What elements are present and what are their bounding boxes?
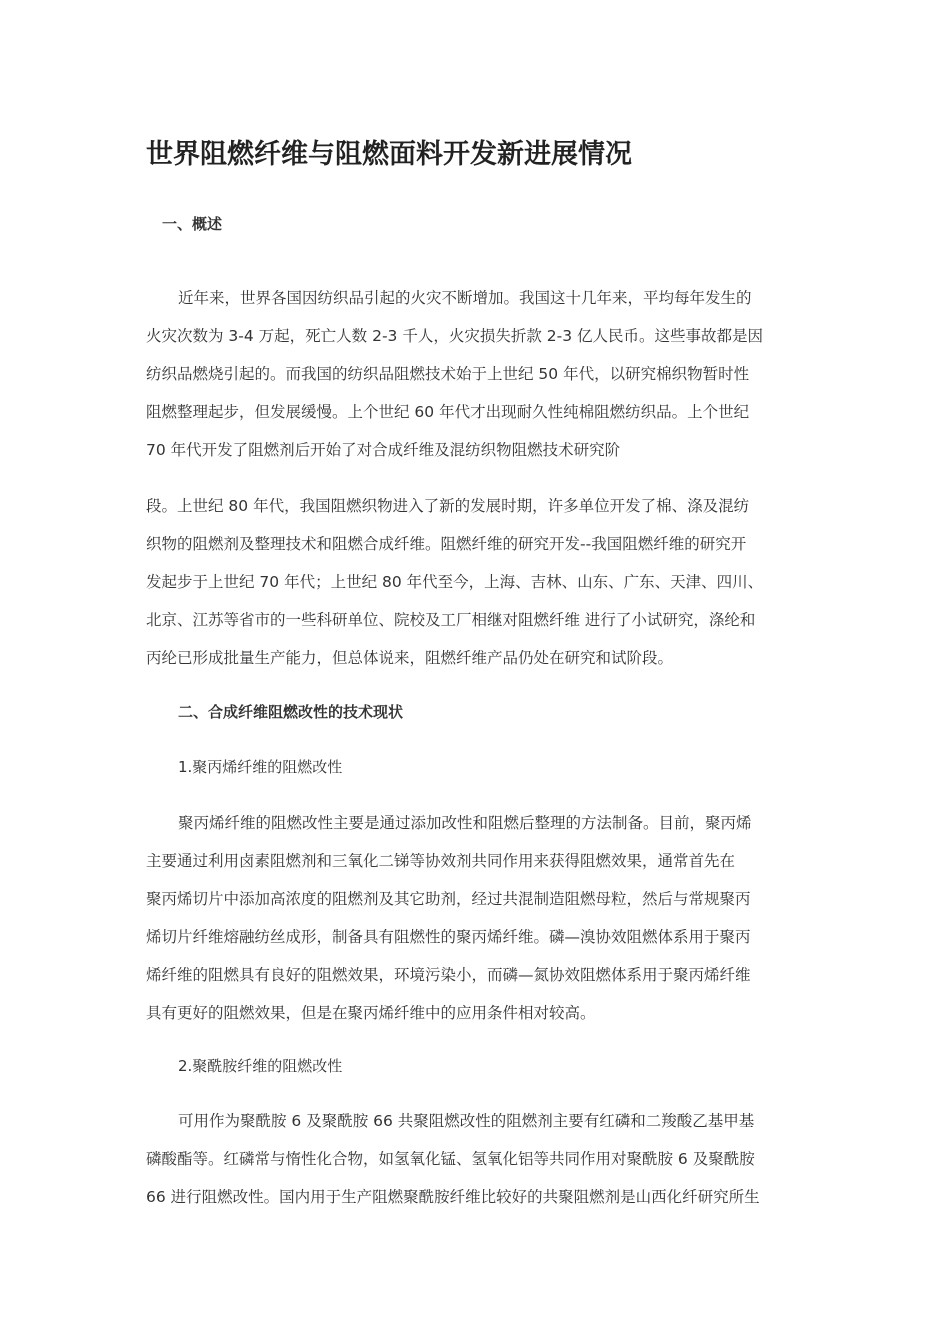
- polypropylene-paragraph: [146, 804, 826, 1032]
- paragraph-line: 丙纶已形成批量生产能力，但总体说来，阻燃纤维产品仍处在研究和试阶段。: [146, 649, 674, 667]
- paragraph-line: 火灾次数为 3-4 万起，死亡人数 2-3 千人，火灾损失折款 2-3 亿人民币。这些事故都是因: [146, 327, 764, 345]
- subsection-title-polypropylene: 1.聚丙烯纤维的阻燃改性: [178, 758, 343, 776]
- paragraph-line: 烯纤维的阻燃具有良好的阻燃效果，环境污染小，而磷—氮协效阻燃体系用于聚丙烯纤维: [146, 966, 751, 984]
- overview-paragraph-2: [146, 487, 826, 677]
- paragraph-line: 聚丙烯纤维的阻燃改性主要是通过添加改性和阻燃后整理的方法制备。目前，聚丙烯: [178, 814, 752, 832]
- paragraph-line: 发起步于上世纪 70 年代；上世纪 80 年代至今，上海、吉林、山东、广东、天津、四川、: [146, 573, 764, 591]
- paragraph-line: 主要通过利用卤素阻燃剂和三氧化二锑等协效剂共同作用来获得阻燃效果，通常首先在: [146, 852, 736, 870]
- document-title: 世界阻燃纤维与阻燃面料开发新进展情况: [146, 139, 632, 170]
- paragraph-line: 烯切片纤维熔融纺丝成形，制备具有阻燃性的聚丙烯纤维。磷—溴协效阻燃体系用于聚丙: [146, 928, 751, 946]
- paragraph-line: 段。上世纪 80 年代，我国阻燃织物进入了新的发展时期，许多单位开发了棉、涤及混纺: [146, 497, 750, 515]
- section-heading-overview: 一、概述: [162, 215, 223, 233]
- section-heading-synthetic-fibers: 二、合成纤维阻燃改性的技术现状: [178, 703, 404, 721]
- paragraph-line: 阻燃整理起步，但发展缓慢。上个世纪 60 年代才出现耐久性纯棉阻燃纺织品。上个世纪: [146, 403, 750, 421]
- paragraph-line: 近年来，世界各国因纺织品引起的火灾不断增加。我国这十几年来，平均每年发生的: [178, 289, 752, 307]
- paragraph-line: 聚丙烯切片中添加高浓度的阻燃剂及其它助剂，经过共混制造阻燃母粒，然后与常规聚丙: [146, 890, 751, 908]
- subsection-title-polyamide: 2.聚酰胺纤维的阻燃改性: [178, 1057, 343, 1075]
- polyamide-paragraph: [146, 1102, 826, 1216]
- paragraph-line: 织物的阻燃剂及整理技术和阻燃合成纤维。阻燃纤维的研究开发--我国阻燃纤维的研究开: [146, 535, 747, 553]
- paragraph-line: 可用作为聚酰胺 6 及聚酰胺 66 共聚阻燃改性的阻燃剂主要有红磷和二羧酸乙基甲基: [178, 1112, 755, 1130]
- paragraph-line: 磷酸酯等。红磷常与惰性化合物，如氢氧化锰、氢氧化铝等共同作用对聚酰胺 6 及聚酰胺: [146, 1150, 755, 1168]
- paragraph-line: 70 年代开发了阻燃剂后开始了对合成纤维及混纺织物阻燃技术研究阶: [146, 441, 621, 459]
- paragraph-line: 66 进行阻燃改性。国内用于生产阻燃聚酰胺纤维比较好的共聚阻燃剂是山西化纤研究所生: [146, 1188, 760, 1206]
- paragraph-line: 纺织品燃烧引起的。而我国的纺织品阻燃技术始于上世纪 50 年代，以研究棉织物暂时性: [146, 365, 750, 383]
- paragraph-line: 具有更好的阻燃效果，但是在聚丙烯纤维中的应用条件相对较高。: [146, 1004, 596, 1022]
- paragraph-line: 北京、江苏等省市的一些科研单位、院校及工厂相继对阻燃纤维 进行了小试研究，涤纶和: [146, 611, 756, 629]
- overview-paragraph-1: [146, 279, 826, 469]
